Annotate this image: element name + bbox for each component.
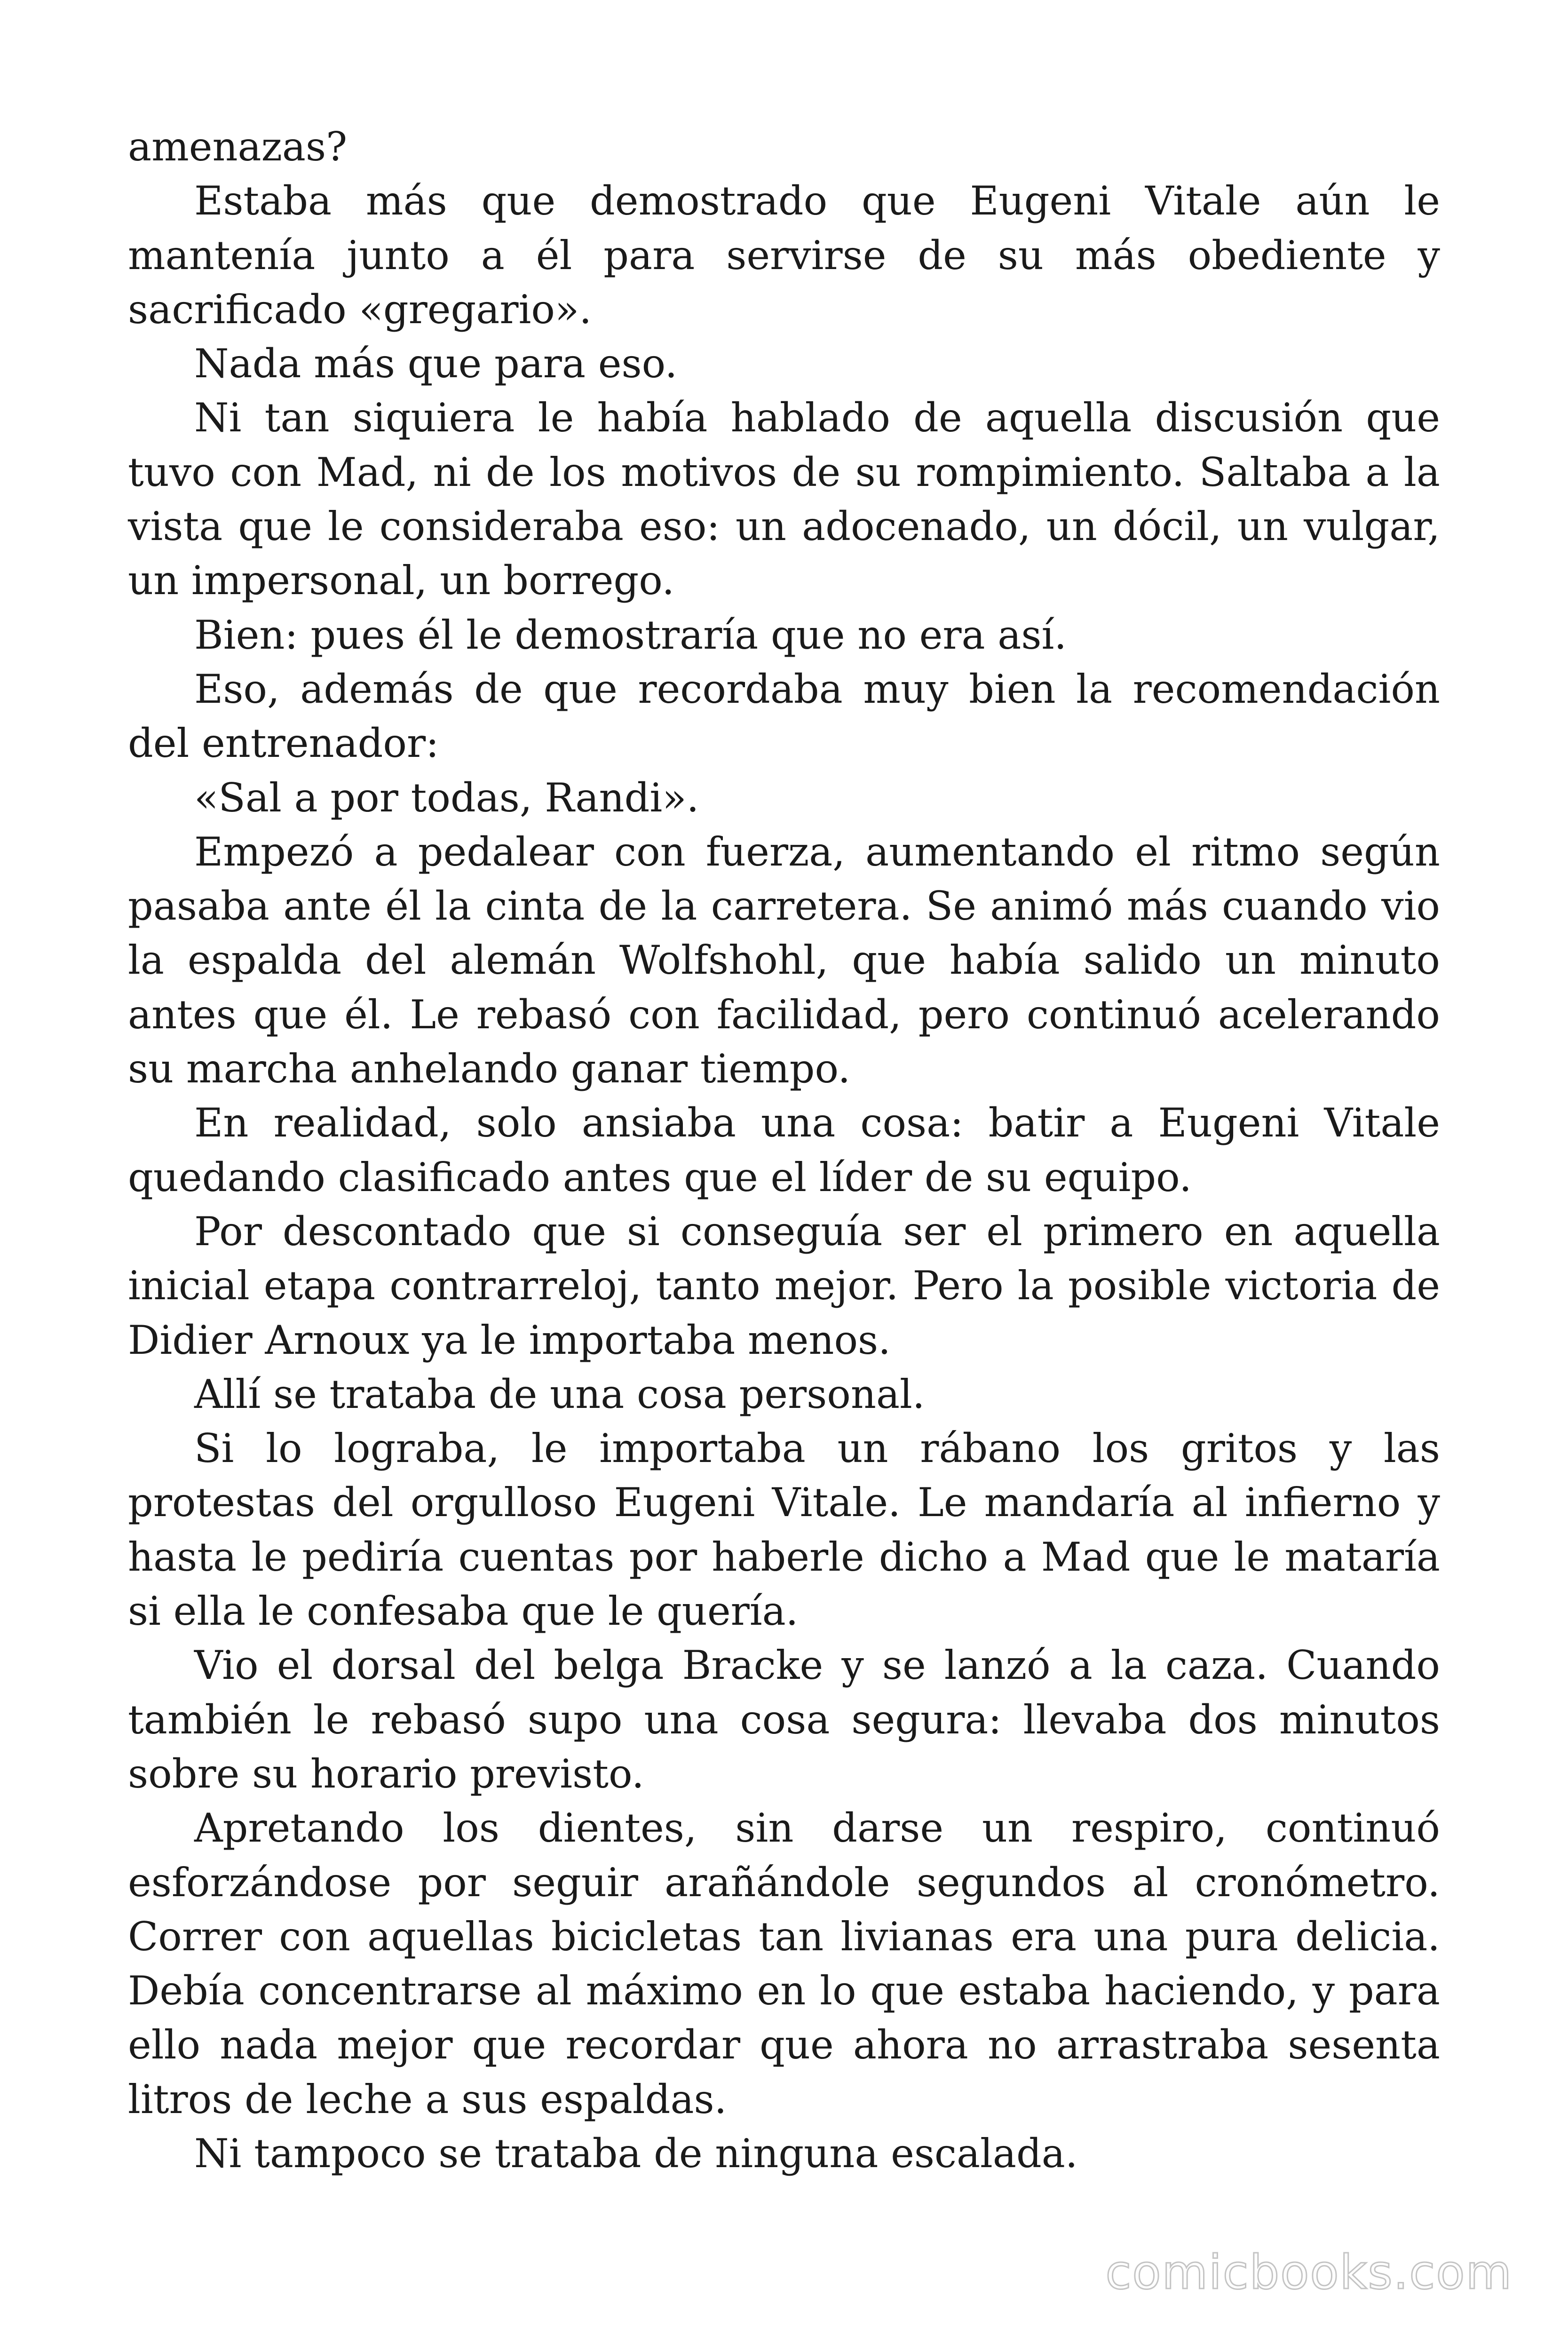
watermark: comicbooks.com (1105, 2245, 1513, 2300)
paragraph: «Sal a por todas, Randi». (194, 774, 699, 821)
paragraph: Ni tampoco se trataba de ninguna escalada. (194, 2130, 1078, 2177)
paragraph: Vio el dorsal del belga Bracke y se lanzó a la caza. Cuando también le rebasó supo una cosa segura: llevaba dos minutos sobre su horario previsto. (128, 1642, 1440, 1797)
paragraph: Eso, además de que recordaba muy bien la recomendación del entrenador: (128, 666, 1440, 767)
paragraph: Apretando los dientes, sin darse un respiro, continuó esforzándose por seguir arañándole segundos al cronómetro. Correr con aquellas bicicletas tan livianas era una pura delicia. Debía concentrarse al máximo en lo que estaba haciendo, y para ello nada mejor que recordar que ahora no arrastraba sesenta litros de leche a sus espaldas. (128, 1805, 1440, 2122)
paragraph: Empezó a pedalear con fuerza, aumentando el ritmo según pasaba ante él la cinta de la carretera. Se animó más cuando vio la espalda del alemán Wolfshohl, que había salido un minuto antes que él. Le rebasó con facilidad, pero continuó acelerando su marcha anhelando ganar tiempo. (128, 828, 1440, 1092)
paragraph: Por descontado que si conseguía ser el primero en aquella inicial etapa contrarreloj, tanto mejor. Pero la posible victoria de Didier Arnoux ya le importaba menos. (128, 1208, 1440, 1363)
paragraph: Estaba más que demostrado que Eugeni Vitale aún le mantenía junto a él para servirse de su más obediente y sacrificado «gregario». (128, 178, 1440, 333)
paragraph: Allí se trataba de una cosa personal. (194, 1371, 925, 1417)
paragraph: Bien: pues él le demostraría que no era así. (194, 612, 1067, 658)
body-text (128, 120, 1440, 2181)
paragraph: En realidad, solo ansiaba una cosa: batir a Eugeni Vitale quedando clasificado antes que el líder de su equipo. (128, 1100, 1440, 1200)
paragraph: Si lo lograba, le importaba un rábano los gritos y las protestas del orgulloso Eugeni Vitale. Le mandaría al infierno y hasta le pediría cuentas por haberle dicho a Mad que le mataría si ella le confesaba que le quería. (128, 1425, 1440, 1635)
paragraph: Ni tan siquiera le había hablado de aquella discusión que tuvo con Mad, ni de los motivos de su rompimiento. Saltaba a la vista que le consideraba eso: un adocenado, un dócil, un vulgar, un impersonal, un borrego. (128, 395, 1440, 604)
paragraph: Nada más que para eso. (194, 341, 678, 387)
paragraph: amenazas? (128, 124, 348, 170)
